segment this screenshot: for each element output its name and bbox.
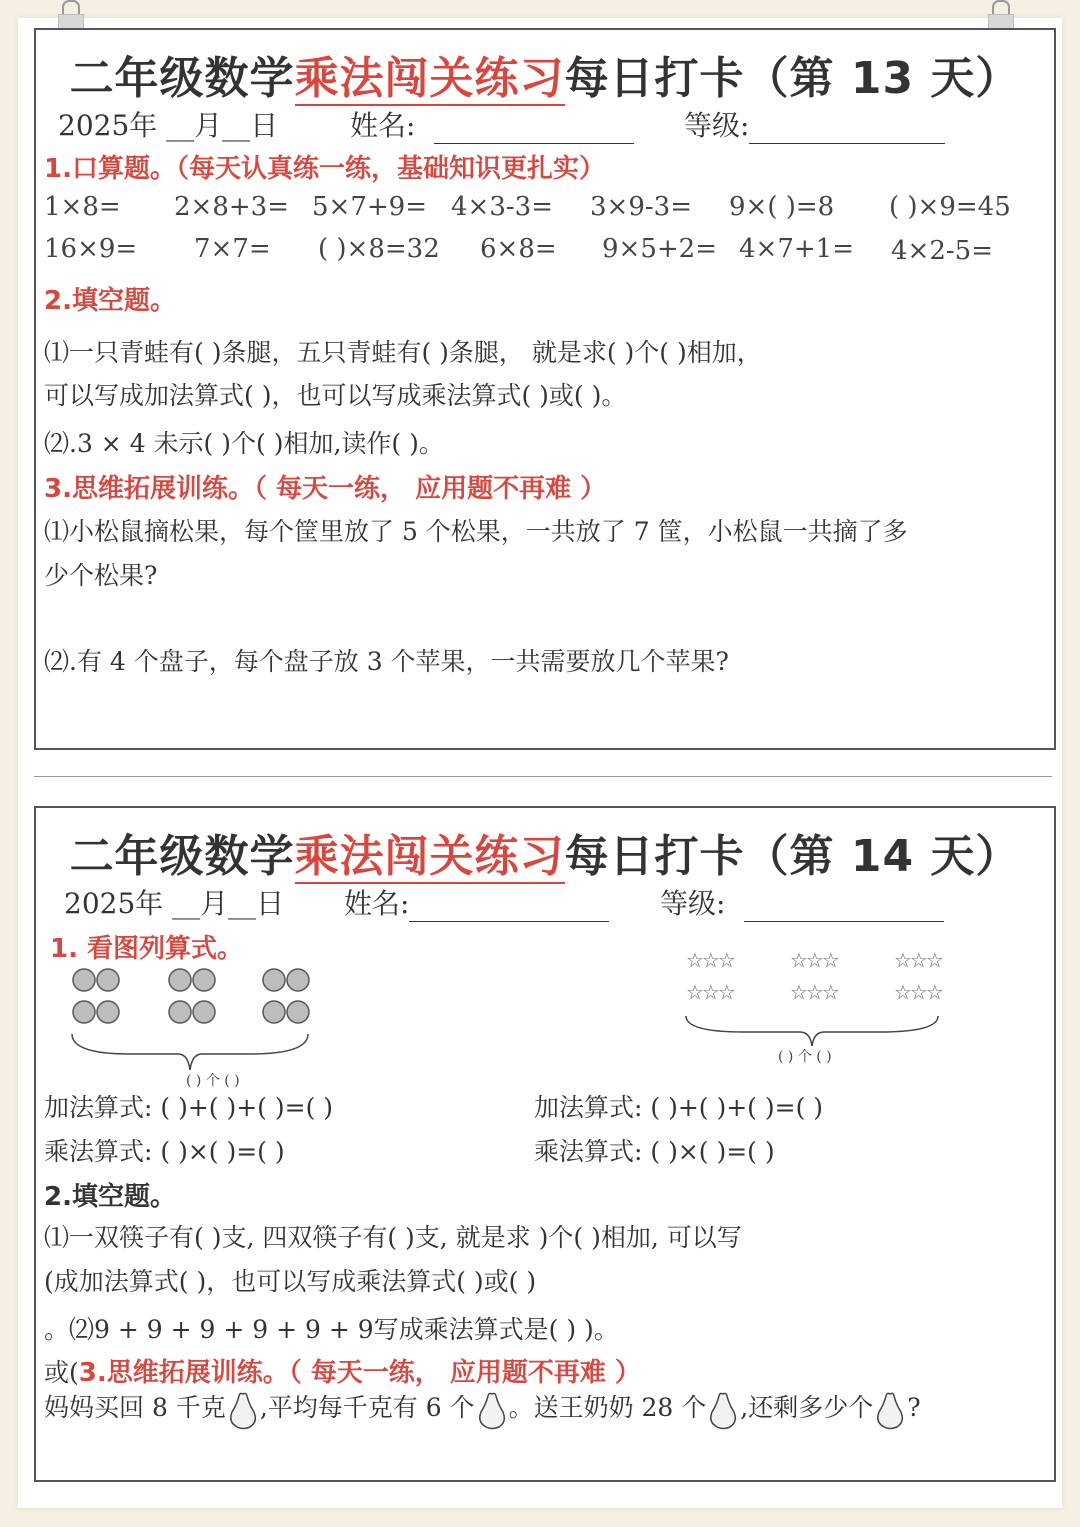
arith-item[interactable]: 5×7+9=	[312, 192, 427, 222]
grade-line[interactable]	[749, 143, 945, 144]
star-brace-icon	[684, 1014, 940, 1048]
date-field[interactable]: 2025年 __月__日	[64, 887, 285, 920]
multiplication-formula-right[interactable]: 乘法算式: ( )×( )=( )	[534, 1137, 775, 1166]
arith-item[interactable]: 4×2-5=	[891, 236, 993, 266]
wp-text: ,平均每千克有 6 个	[259, 1393, 475, 1422]
star-group-icon: ☆☆☆	[894, 980, 942, 1004]
section-3-prefix: 或(	[44, 1358, 79, 1387]
multiplication-formula-left[interactable]: 乘法算式: ( )×( )=( )	[44, 1137, 285, 1166]
title-prefix: 二年级数学	[69, 53, 295, 104]
name-field[interactable]	[344, 882, 609, 922]
apple-pair-icon	[70, 964, 122, 994]
grade-line[interactable]	[744, 921, 944, 922]
title-highlight: 乘法闯关练习	[294, 831, 565, 882]
section-2-heading: 2.填空题。	[44, 1182, 176, 1212]
apple-pair-icon	[166, 964, 218, 994]
arith-item[interactable]: 9×( )=8	[729, 192, 835, 222]
name-label: 姓名:	[350, 109, 416, 142]
pear-icon	[475, 1390, 509, 1430]
wp-text: 妈妈买回 8 千克	[44, 1393, 226, 1422]
fill-question-1[interactable]: ⑴一只青蛙有( )条腿，五只青蛙有( )条腿， 就是求( )个( )相加，	[44, 338, 762, 367]
name-label: 姓名:	[344, 887, 410, 920]
section-1-heading: 1. 看图列算式。	[50, 934, 244, 964]
pear-icon	[226, 1390, 260, 1430]
star-brace-label[interactable]: ( ) 个 ( )	[778, 1049, 832, 1065]
word-problem-1-cont: 少个松果?	[44, 561, 158, 590]
name-field[interactable]	[350, 104, 634, 144]
star-group-icon: ☆☆☆	[790, 948, 838, 972]
grade-field[interactable]	[684, 104, 945, 144]
section-3-heading: 3.思维拓展训练。（ 每天一练， 应用题不再难 ）	[78, 1358, 641, 1388]
apple-brace-icon	[70, 1032, 310, 1072]
apple-pair-icon	[260, 964, 312, 994]
date-field[interactable]: 2025年 __月__日	[58, 109, 279, 142]
arith-item[interactable]: 4×7+1=	[739, 234, 854, 264]
title-highlight: 乘法闯关练习	[294, 53, 565, 104]
fill-question-2[interactable]: ⑵.3 × 4 未示( )个( )相加,读作( )。	[44, 429, 444, 458]
word-problem	[44, 1388, 921, 1430]
section-divider	[34, 776, 1052, 777]
wp-text: 。送王奶奶 28 个	[508, 1393, 707, 1422]
grade-label: 等级:	[684, 109, 750, 142]
apple-pair-icon	[70, 996, 122, 1026]
wp-text: ,还剩多少个	[740, 1393, 874, 1422]
arith-item[interactable]: ( )×8=32	[318, 234, 440, 264]
apple-pair-icon	[166, 996, 218, 1026]
word-problem-2: ⑵.有 4 个盘子，每个盘子放 3 个苹果，一共需要放几个苹果?	[44, 647, 729, 676]
star-group-icon: ☆☆☆	[790, 980, 838, 1004]
arith-item[interactable]: 3×9-3=	[590, 192, 692, 222]
day13-card	[34, 28, 1056, 750]
arith-item[interactable]: 7×7=	[194, 234, 271, 264]
arith-item[interactable]: 4×3-3=	[451, 192, 553, 222]
day14-title	[36, 820, 1054, 884]
grade-field[interactable]	[660, 882, 944, 922]
star-group-icon: ☆☆☆	[894, 948, 942, 972]
apple-brace-label[interactable]: ( ) 个 ( )	[186, 1073, 240, 1089]
grade-label: 等级:	[660, 887, 726, 920]
addition-formula-left[interactable]: 加法算式: ( )+( )+( )=( )	[44, 1093, 334, 1122]
word-problem-1: ⑴小松鼠摘松果，每个筐里放了 5 个松果，一共放了 7 筐，小松鼠一共摘了多	[44, 517, 908, 546]
name-line[interactable]	[409, 921, 609, 922]
pear-icon	[706, 1390, 740, 1430]
arith-item[interactable]: 6×8=	[480, 234, 557, 264]
apple-pair-icon	[260, 996, 312, 1026]
section-2-heading: 2.填空题。	[44, 286, 176, 316]
arith-item[interactable]: 2×8+3=	[174, 192, 289, 222]
fill-question-1-cont[interactable]: (成加法算式( )，也可以写成乘法算式( )或( )	[44, 1267, 537, 1296]
star-group-icon: ☆☆☆	[686, 980, 734, 1004]
star-group-icon: ☆☆☆	[686, 948, 734, 972]
fill-question-1-cont[interactable]: 可以写成加法算式( )，也可以写成乘法算式( )或( )。	[44, 381, 627, 410]
arith-item[interactable]: 16×9=	[44, 234, 138, 264]
fill-question-2[interactable]: 。⑵9 + 9 + 9 + 9 + 9 + 9写成乘法算式是( ) )。	[44, 1315, 619, 1344]
arith-item[interactable]: ( )×9=45	[889, 192, 1011, 222]
day13-title	[36, 42, 1054, 106]
section-3-line	[44, 1352, 641, 1389]
wp-text: ?	[907, 1393, 921, 1422]
arith-item[interactable]: 9×5+2=	[602, 234, 717, 264]
title-prefix: 二年级数学	[69, 831, 295, 882]
fill-question-1[interactable]: ⑴一双筷子有( )支, 四双筷子有( )支, 就是求 )个( )相加, 可以写	[44, 1223, 742, 1252]
addition-formula-right[interactable]: 加法算式: ( )+( )+( )=( )	[534, 1093, 824, 1122]
arith-item[interactable]: 1×8=	[44, 192, 121, 222]
day14-card	[34, 806, 1056, 1482]
title-suffix: 每日打卡（第 14 天）	[564, 831, 1021, 882]
title-suffix: 每日打卡（第 13 天）	[564, 53, 1021, 104]
pear-icon	[873, 1390, 907, 1430]
name-line[interactable]	[434, 143, 634, 144]
section-3-heading: 3.思维拓展训练。（ 每天一练， 应用题不再难 ）	[44, 474, 607, 504]
section-1-heading: 1.口算题。（每天认真练一练，基础知识更扎实）	[44, 154, 605, 184]
